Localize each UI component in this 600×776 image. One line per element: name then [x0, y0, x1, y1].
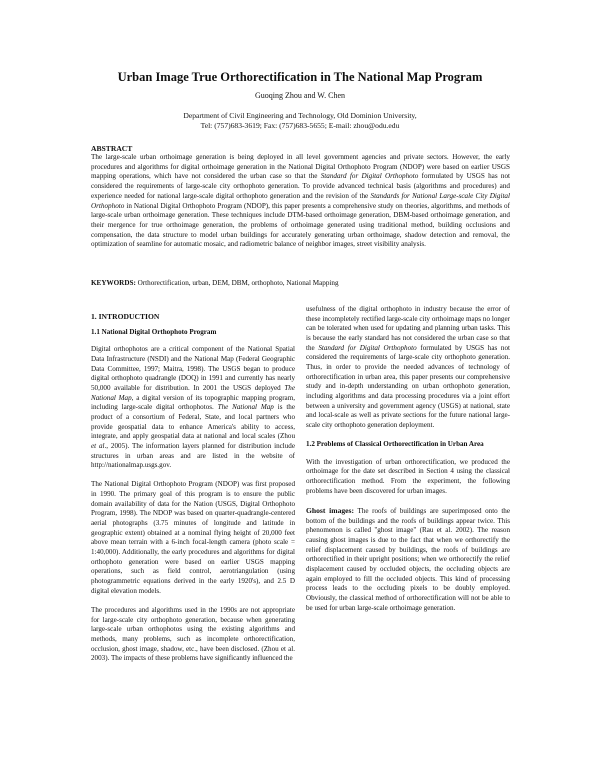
right-column: [306, 305, 510, 623]
paragraph-part: , a digital version of its topographic mapping program, including large-scale digital orthophotos.: [91, 393, 295, 412]
left-column: [91, 305, 295, 673]
abstract-part: formulated by USGS has not considered the requirements of large-scale city orthophoto generation. To provide advanced technical basis (algorithms and procedures) and experience needed for national large-scale digital orthophoto generation and the revision of the: [91, 172, 510, 200]
paragraph-italic: The National Map: [217, 403, 274, 412]
keywords-text: Orthorectification, urban, DEM, DBM, orthophoto, National Mapping: [135, 279, 339, 287]
paragraph: [306, 506, 510, 613]
paragraph-italic: Standard for Digital Orthophoto: [318, 343, 417, 352]
keywords: [91, 279, 510, 287]
abstract-italic: Standard for Digital Orthophoto: [320, 172, 419, 181]
paragraph: The procedures and algorithms used in the 1990s are not appropriate for large-scale city orthophoto generation, because when generating large-scale urban orthophotos using the existing algorithms and methods, many problems, such as incomplete orthorectification, occlusion, ghost image, shadow, etc., have been disclosed. (Zhou et al. 2003). The impacts of these problems have significantly influenced the: [91, 605, 295, 663]
keywords-label: KEYWORDS:: [91, 279, 136, 287]
abstract-part: in National Digital Orthophoto Program (NDOP), this paper presents a comprehensive study on theories, algorithms, and methods of large-scale urban orthoimage generation. These techniques include DTM-based orthoimage generation, DBM-based orthoimage generation, and their mergence for true orthoimage generation, the problems of orthoimage generated using traditional method, building occlusions and compensation, the data structure to model urban buildings for accurately generating urban orthoimage, shadow detection and removal, the optimization of seamline for automatic mosaic, and radiometric balance of neighbor images, street visibility analysis.: [91, 201, 510, 249]
paragraph: [91, 345, 295, 471]
abstract-heading: ABSTRACT: [91, 144, 133, 153]
paragraph: The National Digital Orthophoto Program (NDOP) was first proposed in 1990. The primary goal of this program is to ensure the public domain availability of data for the Nation (USGS, Digital Orthophoto Program, 1998). The NDOP was based on quarter-quadrangle-centered aerial photographs (3.75 minutes of longitude and latitude in geographic extent) obtained at a nominal flying height of 20,000 feet above mean terrain with a 6-inch focal-length camera (photo scale = 1:40,000). Additionally, the early procedures and algorithms for digital orthophoto generation were based on earlier USGS mapping operations, such as field control, aerotriangulation (using photogrammetric equations derived in the early 1920's), and 2.5 D digital elevation models.: [91, 480, 295, 595]
paper-title: Urban Image True Orthorectification in The National Map Program: [117, 70, 483, 84]
paragraph-italic: The National Map: [91, 383, 295, 402]
authors: Guoqing Zhou and W. Chen: [255, 91, 345, 100]
paragraph-italic: et al: [91, 441, 105, 450]
paragraph-part: ., 2005). The information layers planned for distribution include structures in urban areas and are listed in the website of http://nationalmap.usgs.gov.: [91, 441, 295, 470]
subsection-heading: 1.2 Problems of Classical Orthorectification in Urban Area: [306, 440, 484, 449]
paragraph-part: Digital orthophotos are a critical component of the National Spatial Data Infrastructure (NSDI) and the National Map (Federal Geographic Data Committee, 1997; Maitra, 1998). The USGS began to produce digital orthophoto quadrangle (DOQ) in 1991 and currently has nearly 50,000 available for distribution. In 2001 the USGS deployed: [91, 345, 295, 392]
abstract-italic: Standards for National Large-scale City Digital Orthophoto: [91, 191, 510, 210]
paragraph: With the investigation of urban orthorectification, we produced the orthoimage for the date set described in Section 4 using the classical orthorectification method. From the experiment, the following problems have been discovered for urban images.: [306, 457, 510, 495]
paragraph: [306, 305, 510, 431]
affiliation-line: Department of Civil Engineering and Technology, Old Dominion University,: [183, 111, 417, 120]
affiliation-line: Tel: (757)683-3619; Fax: (757)683-5655; E-mail: zhou@odu.edu: [200, 121, 400, 130]
affiliation: [0, 111, 600, 131]
subsection-heading: 1.1 National Digital Orthophoto Program: [91, 327, 217, 336]
paragraph-part: formulated by USGS has not considered the requirements of large-scale city orthophoto generation. Thus, in order to provide the needed advances of technology of orthorectification in urban area, this paper presents our comprehensive study and in-depth understanding on urban orthophoto generation, including algorithms and data processing procedures via a joint effort between a university and government agency (USGS) at national, state and local-scale as well as private sections for the future national large-scale city orthophoto generation deployment.: [306, 343, 510, 429]
paragraph-part: is the product of a consortium of Federal, State, and local partners who provide geospatial data to enhance America's ability to access, integrate, and apply geospatial data at national and local scales (Zhou: [91, 403, 295, 441]
abstract-part: The large-scale urban orthoimage generation is being deployed in all level government agencies and private sectors. However, the early procedures and algorithms for digital orthoimage generation in the National Digital Orthophoto Program (NDOP) were based on earlier USGS mapping operations, which have not considered the urban case so that the: [91, 153, 510, 181]
ghost-images-label: Ghost images:: [306, 506, 355, 515]
section-heading: 1. INTRODUCTION: [91, 312, 160, 321]
paragraph-part: usefulness of the digital orthophoto in industry because the error of these incompletely rectified large-scale city orthoimage maps no longer can be tolerated when used for updating and planning urban tasks. This is because the early standard has not considered the urban case so that the: [306, 305, 510, 352]
paragraph-part: The roofs of buildings are superimposed onto the bottom of the buildings and the roofs of buildings appear twice. This phenomenon is called "ghost image" (Rau et al. 2002). The reason causing ghost images is due to the fact that when we orthorectify the relief displacement caused by buildings, the roofs of buildings are orthorectified in their upright positions; when we orthorectify the relief displacement caused by occluded objects, the occluding objects are again employed to fill the occluded objects. This kind of processing process leads to the occluding pixels to be doubly employed. Obviously, the classical method of orthorectification will not be able to be used for urban large-scale orthoimage generation.: [306, 507, 510, 612]
abstract-text: [91, 153, 510, 250]
